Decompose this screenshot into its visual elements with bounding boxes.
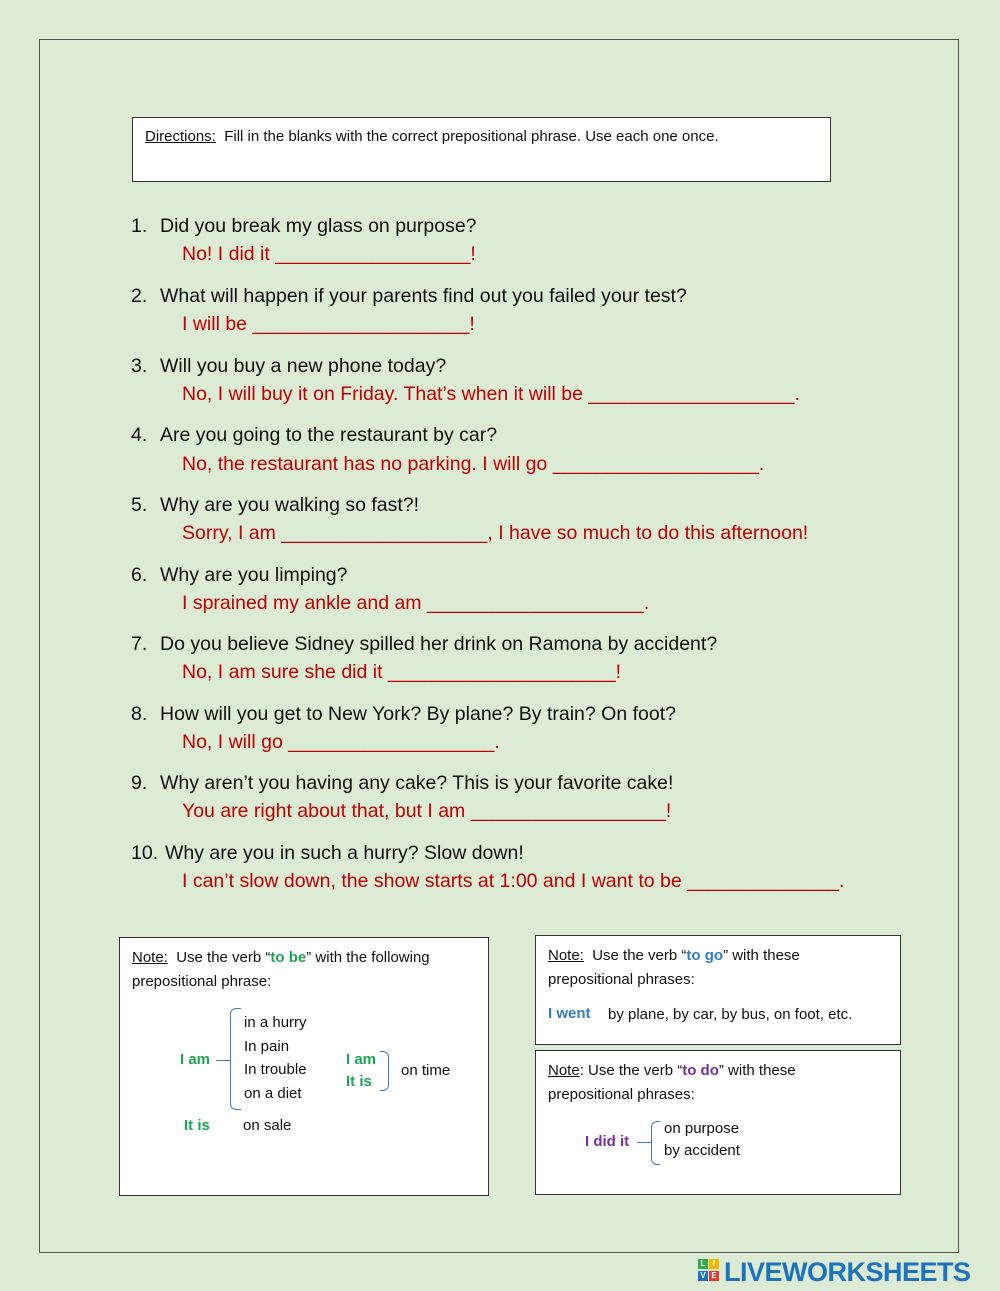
i-went-label: I went [548,1005,591,1022]
i-am-label-2: I am [346,1051,377,1068]
question-10: 10. Why are you in such a hurry? Slow down! [131,842,524,864]
answer-5[interactable]: Sorry, I am ___________________, I have so much to do this afternoon! [182,522,809,544]
answer-3[interactable]: No, I will buy it on Friday. That’s when it will be ___________________. [182,383,800,405]
it-is-label-2: It is [346,1073,372,1090]
verb-to-go: to go [686,947,724,964]
answer-10[interactable]: I can’t slow down, the show starts at 1:00 and I want to be ______________. [182,870,845,892]
note-to-go: Note: Use the verb “to go” with these prepositional phrases: I went by plane, by car, by bus, on foot, etc. [535,935,901,1045]
question-2: 2. What will happen if your parents find out you failed your test? [131,285,687,307]
phrase-on-a-diet: on a diet [244,1085,302,1102]
phrase-by-accident: by accident [664,1142,740,1159]
question-4: 4. Are you going to the restaurant by car? [131,424,498,446]
phrase-on-sale: on sale [243,1117,292,1134]
i-am-label: I am [180,1051,211,1068]
it-is-label: It is [184,1117,210,1134]
question-8: 8. How will you get to New York? By plane? By train? On foot? [131,703,676,725]
answer-2[interactable]: I will be ____________________! [182,313,475,335]
connector-line [637,1142,651,1143]
note-label: Note: [548,947,584,964]
verb-to-be: to be [270,949,307,966]
phrase-in-trouble: In trouble [244,1061,307,1078]
answer-6[interactable]: I sprained my ankle and am ____________________. [182,592,650,614]
verb-to-do: to do [682,1062,719,1079]
answer-8[interactable]: No, I will go ___________________. [182,731,500,753]
connector-line [216,1060,230,1061]
question-7: 7. Do you believe Sidney spilled her drink on Ramona by accident? [131,633,718,655]
answer-1[interactable]: No! I did it __________________! [182,243,476,265]
logo-text: LIVEWORKSHEETS [724,1257,971,1287]
question-1: 1. Did you break my glass on purpose? [131,215,477,237]
answer-9[interactable]: You are right about that, but I am __________________! [182,800,672,822]
directions-text: Fill in the blanks with the correct prepositional phrase. Use each one once. [215,128,719,145]
phrase-on-purpose: on purpose [664,1120,740,1137]
answer-4[interactable]: No, the restaurant has no parking. I will go ___________________. [182,453,765,475]
note-label: Note [548,1062,580,1079]
left-brace [230,1008,241,1110]
phrase-in-a-hurry: in a hurry [244,1014,307,1031]
note-to-do: Note: Use the verb “to do” with these prepositional phrases: I did it on purpose by accident [535,1050,901,1195]
phrase-in-pain: In pain [244,1038,290,1055]
directions-box [132,117,831,182]
note-to-be: Note: Use the verb “to be” with the following prepositional phrase: I am in a hurry In pain In trouble on a diet I am It is on time It is on sale [119,937,489,1196]
question-5: 5. Why are you walking so fast?! [131,494,420,516]
right-brace [380,1051,389,1091]
go-examples: by plane, by car, by bus, on foot, etc. [608,1006,853,1023]
directions-label: Directions: [145,128,216,145]
question-9: 9. Why aren’t you having any cake? This is your favorite cake! [131,772,674,794]
i-did-it-label: I did it [585,1133,630,1150]
phrase-on-time: on time [401,1062,451,1079]
note-label: Note: [132,949,168,966]
question-6: 6. Why are you limping? [131,564,348,586]
left-brace [651,1121,660,1165]
question-3: 3. Will you buy a new phone today? [131,355,447,377]
answer-7[interactable]: No, I am sure she did it _____________________! [182,661,622,683]
